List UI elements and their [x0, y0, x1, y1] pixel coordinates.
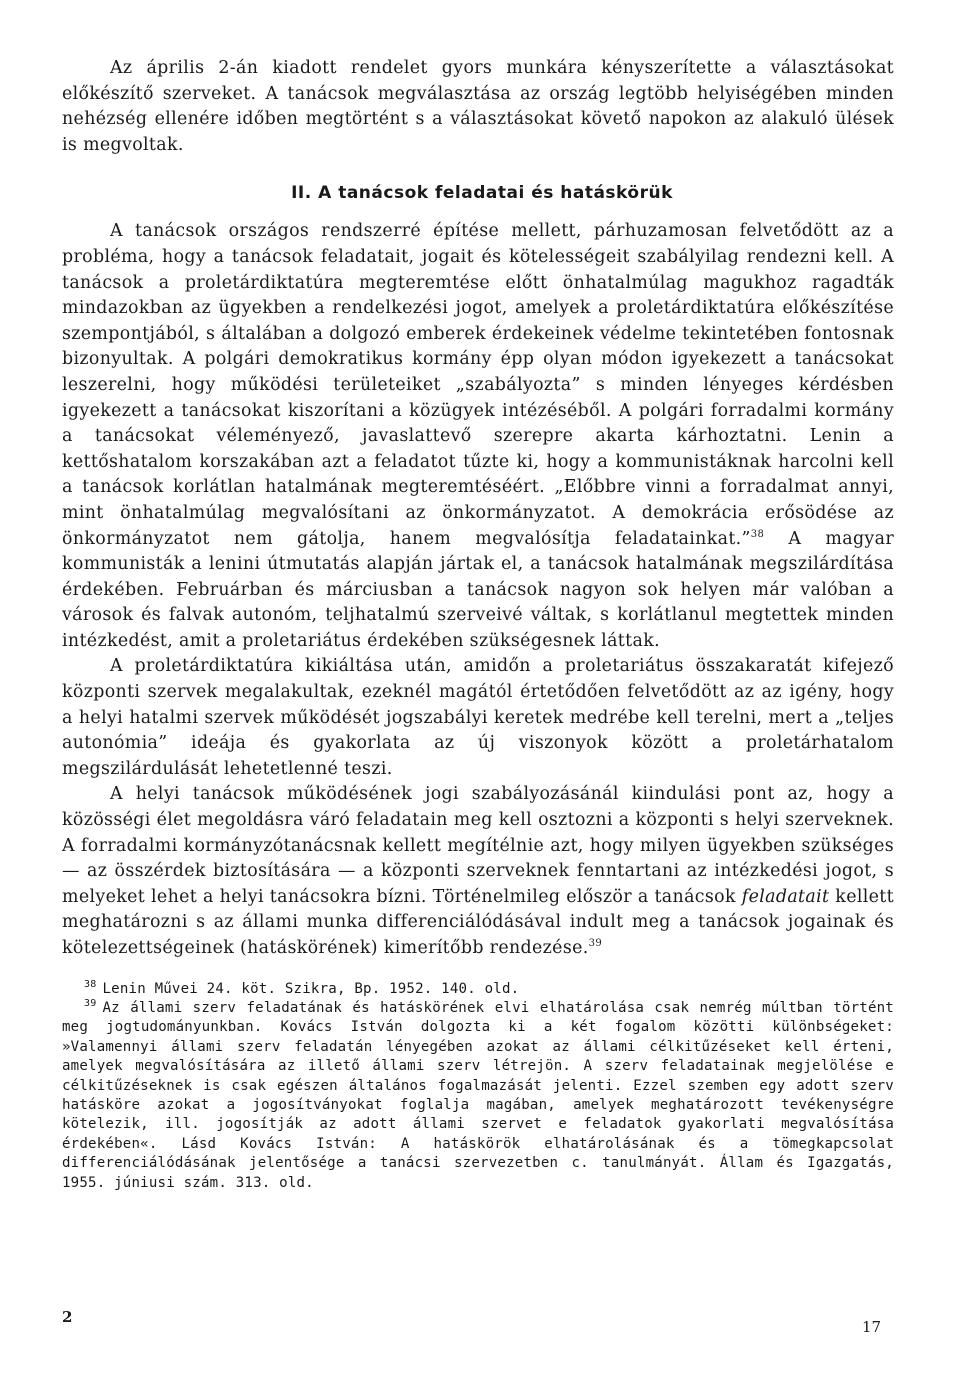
footnote-ref-39: 39 [588, 938, 603, 950]
intro-paragraph: Az április 2-án kiadott rendelet gyors munkára kényszerítette a választásokat előkészítő szerveket. A tanácsok megválasztása az ország legtöbb helyiségében minden nehézség ellenére időben megtörtént s a választásokat követő napokon az alakuló ülések is megvoltak. [62, 58, 894, 155]
page-number: 17 [862, 1318, 882, 1336]
footnote-38-text: Lenin Művei 24. köt. Szikra, Bp. 1952. 140. old. [102, 980, 520, 997]
section-heading: II. A tanácsok feladatai és hatáskörük [291, 183, 673, 204]
paragraph-3-text-b: kellett meghatározni s az állami munka differenciálódásával indult meg a tanácsok jogainak és kötelezettségeinek (hatáskörének) kimerítőbb rendezése. [62, 886, 894, 958]
paragraph-3-text-a: A helyi tanácsok működésének jogi szabályozásánál kiindulási pont az, hogy a közösségi élet megoldásra váró feladatain meg kell osztozni a központi s helyi szerveknek. A forradalmi kormányzótanácsnak kellett megítélnie azt, hogy milyen ügyekben szükséges — az összérdek biztosítására — a központi szerveknek fenntartani az intézkedési jogot, s melyeket lehet a helyi tanácsokra bízni. Történelmileg először a tanácsok [62, 784, 894, 907]
footnote-39 [62, 999, 894, 1193]
footnote-39-mark: 39 [84, 998, 97, 1010]
footnote-38 [62, 980, 894, 999]
paragraph-3-emphasis: feladatait [741, 886, 830, 907]
paragraph-3 [62, 782, 894, 961]
paragraph-1 [62, 219, 894, 654]
paragraph-1-text-b: A magyar kommunisták a lenini útmutatás alapján jártak el, a tanácsok hatalmának megszilárdítása érdekében. Februárban és márciusban a tanácsok nagyon sok helyen már valóban a városok és falvak autonóm, teljhatalmú szerveivé váltak, s korlátlanul megtettek minden intézkedést, amit a proletariátus érdekében szükségesnek láttak. [62, 528, 894, 651]
footnotes [62, 980, 894, 1193]
footnote-38-mark: 38 [84, 978, 97, 990]
footnote-39-text: Az állami szerv feladatának és hatáskörének elvi elhatárolása csak nemrég múltban történt meg jogtudományunkban. Kovács István dolgozta ki a két fogalom közötti különbségeket: »Valamennyi állami szerv feladatán lényegében azokat az állami célkitűzéseket kell érteni, amelyek megvalósítására az illető állami szerv létrejön. A szerv feladatainak megjelölése e célkitűzéseknek is csak egészen általános fogalmazását jelenti. Ezzel szemben egy adott szerv hatásköre azokat a jogosítványokat foglalja magában, amelyek meghatározott tevékenységre kötelezik, ill. jogosítják az adott állami szervet e feladatok gyakorlati megvalósítása érdekében«. Lásd Kovács István: A hatáskörök elhatárolásának és a tömegkapcsolat differenciálódásának jelentősége a tanácsi szervezetben c. tanulmányát. Állam és Igazgatás, 1955. júniusi szám. 313. old. [62, 1000, 894, 1191]
paragraph-1-text-a: A tanácsok országos rendszerré építése mellett, párhuzamosan felvetődött az a probléma, hogy a tanácsok feladatait, jogait és kötelességeit szabályilag rendezni kell. A tanácsok a proletárdiktatúra megteremtése előtt önhatalmúlag magukhoz ragadták mindazokban az ügyekben a rendelkezési jogot, amelyek a proletárdiktatúra előkészítése szempontjából, s általában a dolgozó emberek érdekeinek védelme tekintetében fontosnak bizonyultak. A polgári demokratikus kormány épp olyan módon igyekezett a tanácsokat leszerelni, hogy működési területeiket „szabályozta” s minden lényeges kérdésben igyekezett a tanácsokat kiszorítani a közügyek intézéséből. A polgári forradalmi kormány a tanácsokat véleményező, javaslattevő szerepre akarta kárhoztatni. Lenin a kettőshatalom korszakában azt a feladatot tűzte ki, hogy a kommunistáknak harcolni kell a tanácsok korlátlan hatalmának megteremtéséért. „Előbbre vinni a forradalmat annyi, mint önhatalmúlag megvalósítani az önkormányzatot. A demokrácia erősödése az önkormányzatot nem gátolja, hanem megvalósítja feladatainkat.” [62, 221, 894, 549]
footnote-ref-38: 38 [750, 528, 765, 540]
signature-mark: 2 [62, 1308, 73, 1326]
page-content [62, 56, 894, 1193]
paragraph-2: A proletárdiktatúra kikiáltása után, amidőn a proletariátus összakaratát kifejező központi szervek megalakultak, ezeknél magától értetődően felvetődött az az igény, hogy a helyi hatalmi szervek működését jogszabályi keretek medrébe kell terelni, mert a „teljes autonómia” ideája és gyakorlata az új viszonyok között a proletárhatalom megszilárdulását lehetetlenné teszi. [62, 656, 894, 779]
